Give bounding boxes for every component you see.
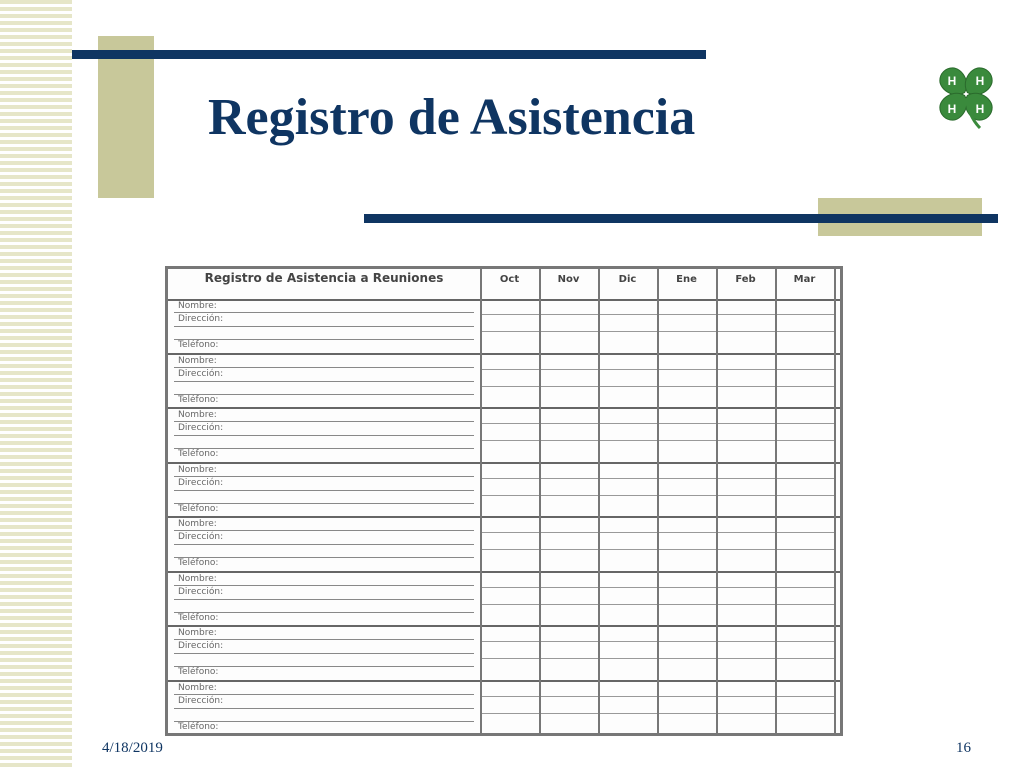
phone-field-label: Teléfono: (178, 667, 219, 677)
slide-date: 4/18/2019 (102, 740, 163, 756)
entry-line (174, 490, 474, 491)
svg-text:H: H (947, 74, 957, 88)
phone-field-label: Teléfono: (178, 340, 219, 350)
address-field-label: Dirección: (178, 641, 224, 651)
entry-line (174, 708, 474, 709)
month-header: Feb (735, 274, 756, 285)
entry-line (174, 448, 474, 449)
entry-line (174, 435, 474, 436)
top-accent-bar (72, 50, 706, 59)
entry-line (174, 312, 474, 313)
entry-line (174, 557, 474, 558)
entry-line (174, 666, 474, 667)
phone-field-label: Teléfono: (178, 612, 219, 623)
name-field-label: Nombre: (178, 464, 217, 475)
entry-line (174, 639, 474, 640)
record-separator (168, 516, 840, 518)
address-field-label: Dirección: (178, 695, 224, 706)
form-header (168, 269, 840, 301)
month-header: Oct (499, 274, 520, 285)
entry-line (174, 721, 474, 722)
slide-number: 16 (956, 740, 971, 756)
record-separator (168, 407, 840, 409)
entry-line (174, 694, 474, 695)
entry-line (174, 476, 474, 477)
svg-text:H: H (975, 102, 985, 116)
phone-field-label: Teléfono: (178, 503, 219, 514)
record-separator (168, 353, 840, 355)
olive-accent-block (98, 36, 154, 198)
bottom-accent-bar (364, 214, 998, 223)
address-field-label: Dirección: (178, 586, 224, 597)
month-header: Dic (618, 274, 637, 285)
grid-column-line (480, 269, 482, 733)
name-field-label: Nombre: (178, 682, 217, 693)
record-separator (168, 571, 840, 573)
attendance-form (165, 266, 843, 736)
address-field-label: Dirección: (178, 314, 224, 324)
phone-field-label: Teléfono: (178, 558, 219, 568)
month-header: Mar (793, 274, 816, 285)
record-separator (168, 462, 840, 464)
4h-clover-icon (930, 58, 1002, 130)
entry-line (174, 421, 474, 422)
grid-column-line (539, 269, 541, 733)
entry-line (174, 653, 474, 654)
name-field-label: Nombre: (178, 573, 217, 584)
address-field-label: Dirección: (178, 368, 224, 379)
address-field-label: Dirección: (178, 477, 224, 488)
form-title: Registro de Asistencia a Reuniones (204, 271, 444, 285)
entry-line (174, 612, 474, 613)
record-separator (168, 625, 840, 627)
address-field-label: Dirección: (178, 423, 224, 433)
entry-line (174, 544, 474, 545)
entry-line (174, 530, 474, 531)
entry-line (174, 326, 474, 327)
grid-column-line (775, 269, 777, 733)
grid-column-line (834, 269, 836, 733)
name-field-label: Nombre: (178, 355, 217, 366)
name-field-label: Nombre: (178, 628, 217, 638)
phone-field-label: Teléfono: (178, 721, 219, 732)
entry-line (174, 503, 474, 504)
entry-line (174, 339, 474, 340)
slide-title: Registro de Asistencia (208, 89, 696, 146)
entry-line (174, 381, 474, 382)
record-separator (168, 680, 840, 682)
month-header: Ene (676, 274, 697, 285)
phone-field-label: Teléfono: (178, 449, 219, 459)
entry-line (174, 585, 474, 586)
address-field-label: Dirección: (178, 532, 224, 542)
entry-line (174, 599, 474, 600)
grid-column-line (598, 269, 600, 733)
name-field-label: Nombre: (178, 410, 217, 420)
name-field-label: Nombre: (178, 301, 217, 311)
grid-column-line (657, 269, 659, 733)
month-header: Nov (557, 274, 580, 285)
entry-line (174, 367, 474, 368)
left-stripe-decoration (0, 0, 72, 768)
grid-column-line (716, 269, 718, 733)
name-field-label: Nombre: (178, 519, 217, 529)
entry-line (174, 394, 474, 395)
svg-text:H: H (947, 102, 957, 116)
svg-text:H: H (975, 74, 985, 88)
phone-field-label: Teléfono: (178, 394, 219, 405)
